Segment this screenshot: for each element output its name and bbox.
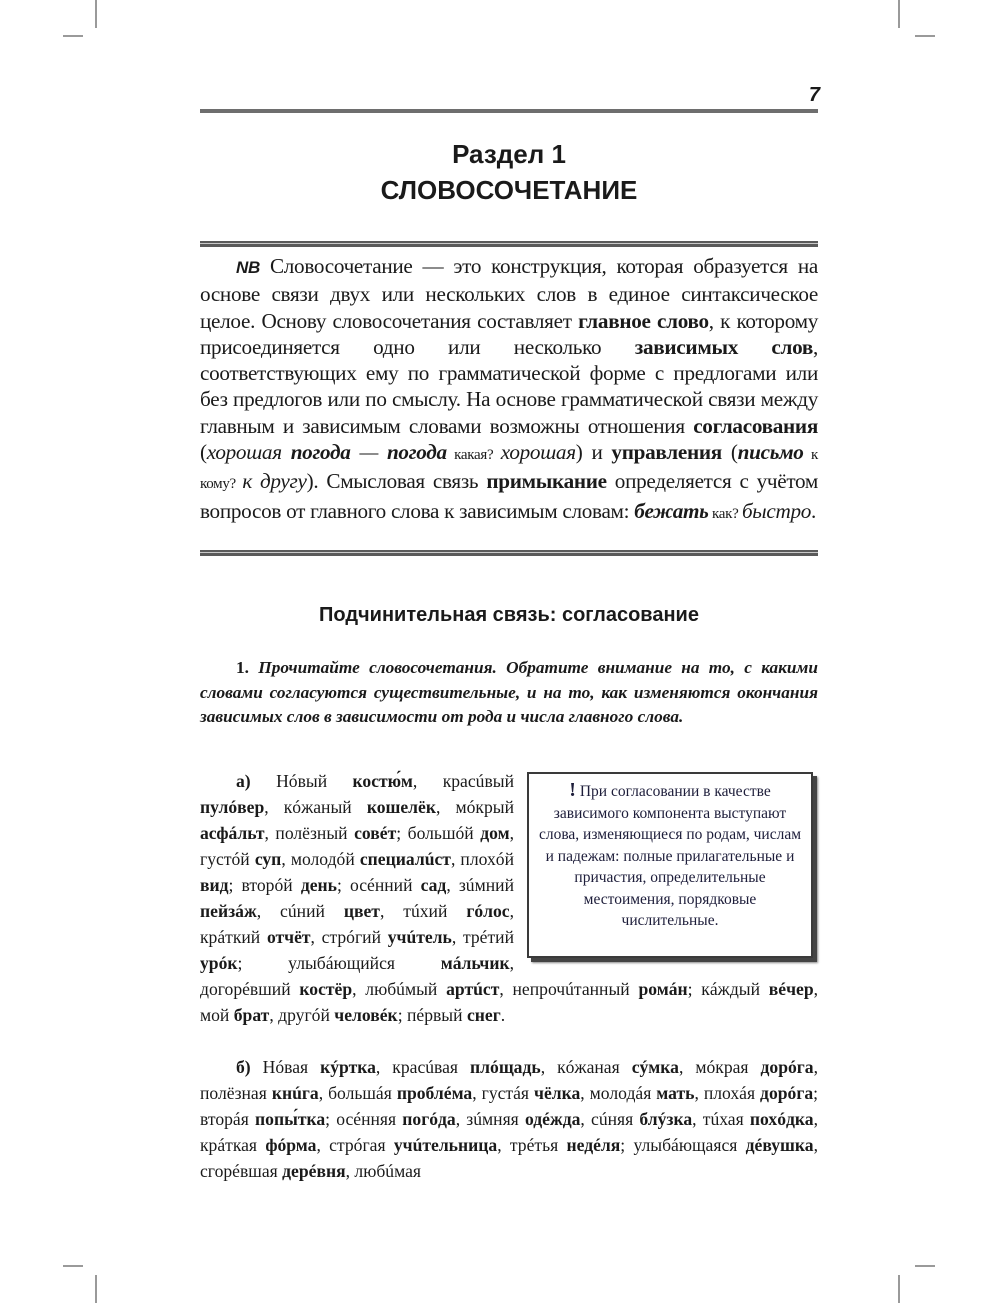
text-run: , густáя: [472, 1083, 535, 1103]
exercise-a-label: а): [236, 771, 251, 791]
text-run: , трéтья: [497, 1135, 567, 1155]
text-run: , трéтий: [451, 927, 514, 947]
text-run: Нóвая: [250, 1057, 321, 1077]
emphasized-word: пулóвер: [200, 797, 265, 817]
task-instruction: [200, 656, 818, 730]
emphasized-word: совéт: [354, 823, 397, 843]
emphasized-word: чёлка: [534, 1083, 581, 1103]
emphasized-word: бежать: [634, 498, 709, 523]
emphasized-word: урóк: [200, 953, 238, 973]
emphasized-word: учúтельница: [393, 1135, 498, 1155]
emphasized-word: специалúст: [359, 849, 451, 869]
task-text: Прочитайте словосочетания. Обратите внимание на то, с какими словами согласуются существительные, и на то, как изменяются окончания зависимых слов в зависимости от рода и числа главного слова.: [200, 658, 818, 726]
definition-top-rule: [200, 241, 818, 247]
text-run: , любúмый: [352, 979, 447, 999]
header-rule: [200, 109, 818, 113]
text-run: .: [500, 1005, 506, 1025]
crop-mark: [95, 0, 97, 28]
text-run: , тúхая: [692, 1109, 750, 1129]
emphasized-word: дорóга: [760, 1057, 814, 1077]
emphasized-word: попы́тка: [255, 1109, 326, 1129]
emphasized-word: погóда: [402, 1109, 456, 1129]
text-run: , сгорéвшая: [200, 1135, 818, 1181]
text-run: какая?: [446, 447, 501, 464]
text-run: ; кáждый: [687, 979, 769, 999]
emphasized-word: письмо: [737, 440, 804, 465]
text-run: к другу: [242, 469, 307, 494]
nb-icon: NB: [236, 258, 260, 277]
subheading: Подчинительная связь: согласование: [319, 604, 699, 626]
emphasized-word: плóщадь: [470, 1057, 541, 1077]
emphasized-word: вéчер: [768, 979, 814, 999]
emphasized-word: суп: [254, 849, 282, 869]
text-run: , к которому присоединяется одно или несколько: [200, 308, 818, 359]
crop-mark: [63, 35, 83, 37]
text-run: ; большóй: [396, 823, 481, 843]
text-run: ; вторóй: [228, 875, 301, 895]
emphasized-word: дорóга: [760, 1083, 814, 1103]
text-run: ; улыбáющийся: [237, 953, 441, 973]
text-run: быстро: [741, 498, 812, 523]
note-text: При согласовании в качестве зависимого компонента выступают слова, изменяющиеся по родам, числам и падежам: полные прилагательные и причастия, определительные местоимения, порядковые числительные.: [538, 783, 802, 929]
text-run: , сúний: [256, 901, 344, 921]
emphasized-word: человéк: [334, 1005, 398, 1025]
crop-mark: [898, 1275, 900, 1303]
emphasized-word: фóрма: [265, 1135, 317, 1155]
definition-block: [200, 253, 818, 527]
text-run: , зúмняя: [455, 1109, 525, 1129]
emphasized-word: асфáльт: [200, 823, 265, 843]
emphasized-word: одéжда: [524, 1109, 581, 1129]
emphasized-word: пейзáж: [200, 901, 257, 921]
text-run: хорошая: [206, 440, 291, 465]
emphasized-word: проблéма: [396, 1083, 473, 1103]
emphasized-word: сад: [420, 875, 447, 895]
text-run: , другóй: [269, 1005, 335, 1025]
text-run: Словосочетание — это конструкция, которая образуется на основе связи двух или нескольких слов в единое синтаксическое целое. Основу словосочетания составляет: [200, 254, 818, 333]
emphasized-word: блýзка: [639, 1109, 693, 1129]
text-run: (: [200, 440, 207, 465]
emphasized-word: погода: [386, 440, 447, 465]
emphasized-word: учúтель: [387, 927, 452, 947]
emphasized-word: управления: [611, 440, 722, 465]
crop-mark: [95, 1275, 97, 1303]
crop-mark: [898, 0, 900, 28]
text-run: (: [721, 440, 738, 465]
text-run: , зúмний: [446, 875, 514, 895]
page-number: 7: [808, 84, 820, 106]
text-run: ; осéнний: [336, 875, 421, 895]
text-run: , соответствующих ему по грамматической форме с предлогами или без предлогов или по смыслу. На основе грамматической связи между главным и зависимым словами возможны отношения: [200, 334, 818, 438]
definition-bottom-rule: [200, 550, 818, 556]
text-run: , мóкрый: [436, 797, 514, 817]
emphasized-word: отчёт: [266, 927, 311, 947]
text-run: , крáткий: [200, 901, 514, 947]
text-run: определяется с учётом вопросов от главного слова к зависимым словам:: [200, 469, 818, 523]
emphasized-word: согласования: [693, 413, 818, 438]
text-run: ; улыбáющаяся: [620, 1135, 746, 1155]
crop-mark: [915, 1265, 935, 1267]
text-run: ). Смысловая связь: [306, 469, 487, 494]
text-run: , мóкрая: [678, 1057, 761, 1077]
text-run: , полёзная: [200, 1057, 818, 1103]
note-box: [527, 772, 813, 958]
text-run: , стрóгая: [316, 1135, 394, 1155]
text-run: , красúвый: [412, 771, 515, 791]
text-run: —: [350, 440, 387, 465]
text-run: Нóвый: [250, 771, 353, 791]
emphasized-word: снег: [466, 1005, 501, 1025]
task-number: 1.: [236, 658, 249, 677]
text-run: , крáткая: [200, 1109, 818, 1155]
emphasized-word: артúст: [446, 979, 500, 999]
text-run: , плохáя: [694, 1083, 761, 1103]
text-run: , кóжаная: [540, 1057, 632, 1077]
text-run: как?: [708, 505, 742, 522]
text-run: , красúвая: [375, 1057, 471, 1077]
text-run: , молодóй: [281, 849, 360, 869]
text-run: , непрочúтанный: [499, 979, 639, 999]
text-run: ; пéрвый: [397, 1005, 467, 1025]
emphasized-word: примыкание: [486, 469, 607, 494]
text-run: , кóжаный: [264, 797, 367, 817]
emphasized-word: сýмка: [631, 1057, 679, 1077]
emphasized-word: мáльчик: [440, 953, 510, 973]
emphasized-word: костёр: [299, 979, 353, 999]
section-label: Раздел 1: [452, 139, 566, 169]
emphasized-word: мать: [656, 1083, 695, 1103]
exercise-b-text: [200, 1057, 818, 1181]
text-run: , большáя: [318, 1083, 397, 1103]
emphasized-word: кошелёк: [366, 797, 436, 817]
exercise-b-label: б): [236, 1057, 251, 1077]
text-run: , густóй: [200, 823, 514, 869]
emphasized-word: брат: [233, 1005, 270, 1025]
emphasized-word: цвет: [343, 901, 380, 921]
emphasized-word: дом: [480, 823, 510, 843]
text-run: .: [811, 498, 817, 523]
crop-mark: [915, 35, 935, 37]
emphasized-word: гóлос: [466, 901, 510, 921]
definition-text: [200, 254, 818, 523]
emphasized-word: ромáн: [638, 979, 688, 999]
text-run: , сúняя: [580, 1109, 640, 1129]
text-run: , любúмая: [345, 1161, 422, 1181]
text-run: ) и: [575, 440, 612, 465]
text-run: хорошая: [500, 440, 576, 465]
emphasized-word: дерéвня: [282, 1161, 346, 1181]
text-run: , плохóй: [450, 849, 514, 869]
text-run: , мой: [200, 979, 819, 1025]
text-run: ; вторáя: [200, 1083, 819, 1129]
emphasized-word: день: [300, 875, 337, 895]
text-run: , молодáя: [580, 1083, 657, 1103]
emphasized-word: главное слово: [578, 308, 709, 333]
text-run: , догорéвший: [200, 953, 514, 999]
text-run: ; осéнняя: [325, 1109, 403, 1129]
exercise-b: [200, 1054, 818, 1184]
emphasized-word: недéля: [566, 1135, 621, 1155]
crop-mark: [63, 1265, 83, 1267]
text-run: , стрóгий: [310, 927, 388, 947]
text-run: , полёзный: [264, 823, 355, 843]
text-run: , тúхий: [379, 901, 467, 921]
text-run: к кому?: [200, 447, 818, 493]
emphasized-word: кýртка: [320, 1057, 376, 1077]
exclamation-icon: !: [569, 779, 576, 801]
section-title: СЛОВОСОЧЕТАНИЕ: [380, 175, 638, 205]
emphasized-word: дéвушка: [745, 1135, 814, 1155]
emphasized-word: похóдка: [749, 1109, 814, 1129]
emphasized-word: кнúга: [271, 1083, 319, 1103]
emphasized-word: зависимых слов: [634, 334, 813, 359]
emphasized-word: костю́м: [352, 771, 413, 791]
emphasized-word: погода: [290, 440, 351, 465]
emphasized-word: вид: [200, 875, 229, 895]
